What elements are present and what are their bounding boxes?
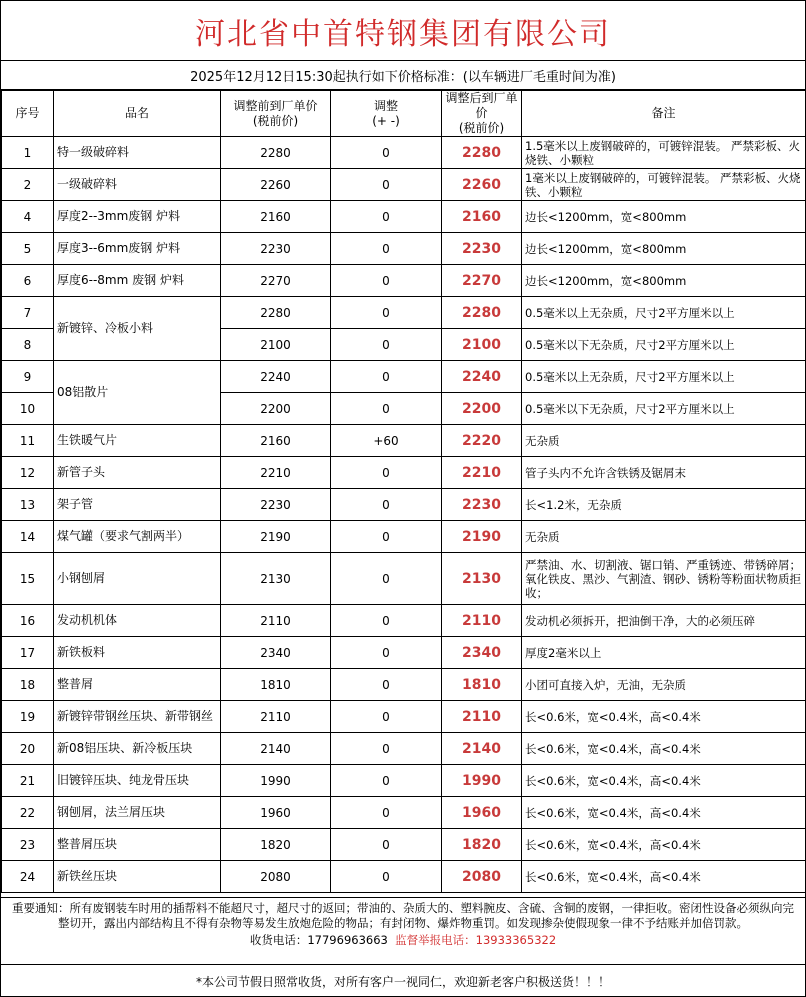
price-before: 2230 (221, 233, 331, 265)
holiday-note: *本公司节假日照常收货，对所有客户一视同仁，欢迎新老客户积极送货！！！ (1, 964, 805, 997)
table-row (2, 489, 806, 521)
remark: 边长<1200mm，宽<800mm (522, 201, 806, 233)
product-name: 钢刨屑，法兰屑压块 (54, 797, 221, 829)
price-after: 2200 (442, 393, 522, 425)
price-adjustment: 0 (331, 137, 442, 169)
product-name: 厚度3--6mm废钢 炉料 (54, 233, 221, 265)
price-before: 1990 (221, 765, 331, 797)
price-adjustment: 0 (331, 669, 442, 701)
price-before: 2230 (221, 489, 331, 521)
price-adjustment: 0 (331, 765, 442, 797)
price-after: 2080 (442, 861, 522, 893)
price-table (1, 90, 806, 893)
row-number: 12 (2, 457, 54, 489)
table-row (2, 733, 806, 765)
remark: 长<0.6米，宽<0.4米，高<0.4米 (522, 829, 806, 861)
price-after: 1960 (442, 797, 522, 829)
price-before: 2340 (221, 637, 331, 669)
price-adjustment: 0 (331, 637, 442, 669)
remark: 0.5毫米以上无杂质，尺寸2平方厘米以上 (522, 361, 806, 393)
row-number: 13 (2, 489, 54, 521)
price-after: 2340 (442, 637, 522, 669)
product-name: 架子管 (54, 489, 221, 521)
table-body (2, 137, 806, 893)
product-name: 生铁暖气片 (54, 425, 221, 457)
remark: 长<0.6米，宽<0.4米，高<0.4米 (522, 733, 806, 765)
row-number: 17 (2, 637, 54, 669)
price-before: 2110 (221, 701, 331, 733)
table-row (2, 201, 806, 233)
price-after: 2260 (442, 169, 522, 201)
table-row (2, 829, 806, 861)
row-number: 10 (2, 393, 54, 425)
price-before: 2100 (221, 329, 331, 361)
price-after: 2280 (442, 137, 522, 169)
price-before: 2160 (221, 201, 331, 233)
table-row (2, 137, 806, 169)
table-row (2, 521, 806, 553)
remark: 发动机必须拆开，把油倒干净，大的必须压碎 (522, 605, 806, 637)
remark: 小团可直接入炉，无油，无杂质 (522, 669, 806, 701)
price-adjustment: 0 (331, 797, 442, 829)
price-before: 1820 (221, 829, 331, 861)
price-adjustment: 0 (331, 489, 442, 521)
product-name: 发动机机体 (54, 605, 221, 637)
product-name: 新镀锌、冷板小料 (54, 297, 221, 361)
price-adjustment: 0 (331, 733, 442, 765)
product-name: 新08铝压块、新冷板压块 (54, 733, 221, 765)
row-number: 1 (2, 137, 54, 169)
remark: 长<0.6米，宽<0.4米，高<0.4米 (522, 861, 806, 893)
col-header-before: 调整前到厂单价 (税前价) (221, 91, 331, 137)
row-number: 16 (2, 605, 54, 637)
price-before: 2080 (221, 861, 331, 893)
col-header-adjust: 调整 (+ -) (331, 91, 442, 137)
price-adjustment: 0 (331, 605, 442, 637)
price-before: 2280 (221, 137, 331, 169)
product-name: 整普屑压块 (54, 829, 221, 861)
price-after: 1990 (442, 765, 522, 797)
remark: 厚度2毫米以上 (522, 637, 806, 669)
table-row (2, 765, 806, 797)
price-after: 2160 (442, 201, 522, 233)
price-before: 2270 (221, 265, 331, 297)
price-before: 2210 (221, 457, 331, 489)
price-adjustment: 0 (331, 169, 442, 201)
price-before: 2240 (221, 361, 331, 393)
row-number: 18 (2, 669, 54, 701)
row-number: 11 (2, 425, 54, 457)
product-name: 煤气罐（要求气割两半） (54, 521, 221, 553)
table-row (2, 701, 806, 733)
product-name: 新铁板料 (54, 637, 221, 669)
table-row (2, 169, 806, 201)
table-row (2, 669, 806, 701)
product-name: 旧镀锌压块、纯龙骨压块 (54, 765, 221, 797)
row-number: 20 (2, 733, 54, 765)
table-row (2, 233, 806, 265)
row-number: 2 (2, 169, 54, 201)
price-before: 2160 (221, 425, 331, 457)
row-number: 19 (2, 701, 54, 733)
table-row (2, 297, 806, 329)
product-name: 08铝散片 (54, 361, 221, 425)
product-name: 新管子头 (54, 457, 221, 489)
product-name: 小钢刨屑 (54, 553, 221, 605)
effective-notice: 2025年12月12日15:30起执行如下价格标准：(以车辆进厂毛重时间为准) (1, 61, 805, 90)
row-number: 6 (2, 265, 54, 297)
price-after: 2270 (442, 265, 522, 297)
remark: 0.5毫米以下无杂质，尺寸2平方厘米以上 (522, 329, 806, 361)
product-name: 整普屑 (54, 669, 221, 701)
row-number: 4 (2, 201, 54, 233)
price-adjustment: 0 (331, 829, 442, 861)
remark: 长<0.6米，宽<0.4米，高<0.4米 (522, 701, 806, 733)
row-number: 24 (2, 861, 54, 893)
important-notice (1, 897, 805, 964)
row-number: 15 (2, 553, 54, 605)
price-after: 2240 (442, 361, 522, 393)
price-before: 2260 (221, 169, 331, 201)
table-row (2, 605, 806, 637)
col-header-no: 序号 (2, 91, 54, 137)
remark: 严禁油、水、切割液、锯口销、严重锈迹、带锈碎屑；氧化铁皮、黑沙、气割渣、钢砂、锈粉等粉面状物质拒收； (522, 553, 806, 605)
row-number: 8 (2, 329, 54, 361)
price-after: 2220 (442, 425, 522, 457)
table-row (2, 361, 806, 393)
price-after: 2230 (442, 489, 522, 521)
price-adjustment: 0 (331, 201, 442, 233)
price-adjustment: 0 (331, 521, 442, 553)
col-header-remark: 备注 (522, 91, 806, 137)
price-after: 2280 (442, 297, 522, 329)
remark: 0.5毫米以上无杂质，尺寸2平方厘米以上 (522, 297, 806, 329)
remark: 管子头内不允许含铁锈及锯屑末 (522, 457, 806, 489)
price-adjustment: 0 (331, 265, 442, 297)
table-row (2, 265, 806, 297)
price-adjustment: 0 (331, 861, 442, 893)
product-name: 新镀锌带钢丝压块、新带钢丝 (54, 701, 221, 733)
remark: 无杂质 (522, 425, 806, 457)
price-adjustment: 0 (331, 361, 442, 393)
price-after: 2100 (442, 329, 522, 361)
col-header-name: 品名 (54, 91, 221, 137)
price-adjustment: 0 (331, 393, 442, 425)
price-after: 2190 (442, 521, 522, 553)
table-row (2, 637, 806, 669)
row-number: 9 (2, 361, 54, 393)
product-name: 新铁丝压块 (54, 861, 221, 893)
product-name: 一级破碎料 (54, 169, 221, 201)
report-hotline: 监督举报电话：13933365322 (395, 933, 557, 947)
price-after: 1810 (442, 669, 522, 701)
remark: 0.5毫米以下无杂质，尺寸2平方厘米以上 (522, 393, 806, 425)
price-before: 2140 (221, 733, 331, 765)
remark: 长<0.6米，宽<0.4米，高<0.4米 (522, 797, 806, 829)
product-name: 厚度2--3mm废钢 炉料 (54, 201, 221, 233)
row-number: 23 (2, 829, 54, 861)
col-header-after: 调整后到厂单价 (税前价) (442, 91, 522, 137)
price-adjustment: +60 (331, 425, 442, 457)
row-number: 7 (2, 297, 54, 329)
price-before: 1810 (221, 669, 331, 701)
price-after: 2210 (442, 457, 522, 489)
table-row (2, 861, 806, 893)
notice-text: 重要通知：所有废钢装车时用的插帮料不能超尺寸，超尺寸的返回；带油的、杂质大的、塑料腕皮、含硫、含铜的废钢，一律拒收。密闭性设备必须纵向完整切开，露出内部结构且不得有杂物等易发生放炮危险的物品；有封闭物、爆炸物重罚。如发现掺杂使假现象一律不予结账并加倍罚款。 (12, 901, 794, 930)
remark: 1毫米以上废钢破碎的，可镀锌混装。 严禁彩板、火烧铁、小颗粒 (522, 169, 806, 201)
product-name: 厚度6--8mm 废钢 炉料 (54, 265, 221, 297)
price-after: 2230 (442, 233, 522, 265)
row-number: 5 (2, 233, 54, 265)
product-name: 特一级破碎料 (54, 137, 221, 169)
table-row (2, 425, 806, 457)
price-adjustment: 0 (331, 297, 442, 329)
price-after: 2110 (442, 701, 522, 733)
table-row (2, 457, 806, 489)
contact-line (7, 933, 799, 948)
remark: 长<0.6米，宽<0.4米，高<0.4米 (522, 765, 806, 797)
price-after: 2110 (442, 605, 522, 637)
price-adjustment: 0 (331, 233, 442, 265)
remark: 边长<1200mm，宽<800mm (522, 233, 806, 265)
row-number: 21 (2, 765, 54, 797)
price-before: 1960 (221, 797, 331, 829)
row-number: 14 (2, 521, 54, 553)
price-after: 2130 (442, 553, 522, 605)
remark: 边长<1200mm，宽<800mm (522, 265, 806, 297)
price-before: 2200 (221, 393, 331, 425)
price-before: 2110 (221, 605, 331, 637)
table-row (2, 553, 806, 605)
remark: 1.5毫米以上废钢破碎的，可镀锌混装。 严禁彩板、火烧铁、小颗粒 (522, 137, 806, 169)
company-title: 河北省中首特钢集团有限公司 (1, 1, 805, 61)
price-before: 2130 (221, 553, 331, 605)
row-number: 22 (2, 797, 54, 829)
price-before: 2280 (221, 297, 331, 329)
price-adjustment: 0 (331, 457, 442, 489)
table-row (2, 797, 806, 829)
receiving-phone: 收货电话：17796963663 (249, 933, 388, 947)
price-adjustment: 0 (331, 701, 442, 733)
price-adjustment: 0 (331, 553, 442, 605)
price-adjustment: 0 (331, 329, 442, 361)
price-before: 2190 (221, 521, 331, 553)
remark: 长<1.2米，无杂质 (522, 489, 806, 521)
price-after: 1820 (442, 829, 522, 861)
table-header-row (2, 91, 806, 137)
price-after: 2140 (442, 733, 522, 765)
remark: 无杂质 (522, 521, 806, 553)
